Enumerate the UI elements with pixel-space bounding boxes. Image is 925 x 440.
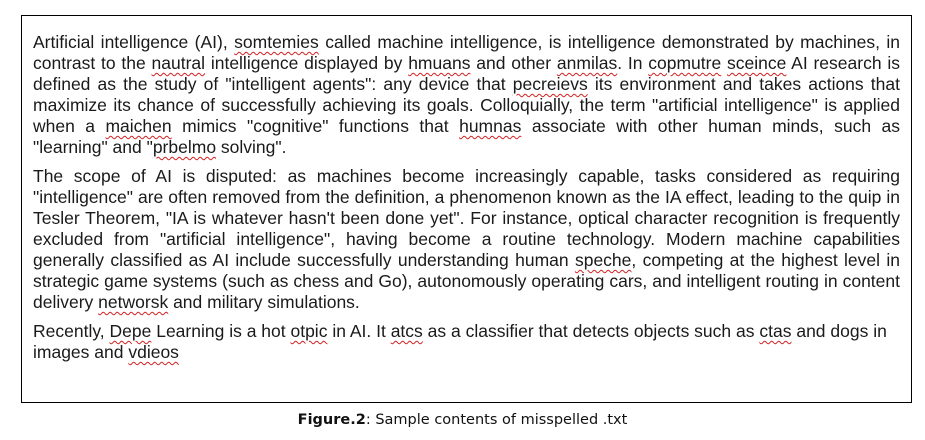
misspelled-word: vdieos	[128, 342, 179, 362]
paragraph-2: The scope of AI is disputed: as machines become increasingly capable, tasks considered as requiring "intelligence" are often removed from the definition, a phenomenon known as the IA effect, leading to the quip in Tesler Theorem, "IA is whatever hasn't been done yet". For instance, optical character recognition is frequently excluded from "artificial intelligence", having become a routine technology. Modern machine capabilities generally classified as AI include successfully understanding human speche, competing at the highest level in strategic game systems (such as chess and Go), autonomously operating cars, and intelligent routing in content delivery networsk and military simulations.	[33, 166, 900, 312]
misspelled-word: speche	[574, 250, 632, 270]
misspelled-word: Depe	[109, 321, 152, 341]
figure-caption	[0, 412, 925, 428]
misspelled-word: copmutre	[648, 53, 722, 73]
misspelled-word: pecreievs	[512, 74, 588, 94]
misspelled-word: humnas	[459, 116, 522, 136]
document-box	[21, 15, 912, 403]
misspelled-word: anmilas	[556, 53, 618, 73]
misspelled-word: nautral	[151, 53, 206, 73]
misspelled-word: sceince	[727, 53, 787, 73]
misspelled-word: somtemies	[234, 32, 319, 52]
misspelled-word: prbelmo	[152, 137, 217, 157]
misspelled-word: hmuans	[408, 53, 471, 73]
misspelled-word: otpic	[290, 321, 328, 341]
paragraph-3: Recently, Depe Learning is a hot otpic in AI. It atcs as a classifier that detects objects such as ctas and dogs in images and vdieos	[33, 321, 887, 362]
misspelled-word: ctas	[759, 321, 792, 341]
paragraph-1: Artificial intelligence (AI), somtemies called machine intelligence, is intelligence demonstrated by machines, in contrast to the nautral intelligence displayed by hmuans and other anmilas. In copmutre sceince AI research is defined as the study of "intelligent agents": any device that pecreievs its environment and takes actions that maximize its chance of successfully achieving its goals. Colloquially, the term "artificial intelligence" is applied when a maichen mimics "cognitive" functions that humnas associate with other human minds, such as "learning" and "prbelmo solving".	[33, 32, 900, 157]
caption-label: Figure.2	[297, 412, 366, 428]
misspelled-word: atcs	[390, 321, 423, 341]
misspelled-word: maichen	[105, 116, 172, 136]
caption-text: : Sample contents of misspelled .txt	[365, 412, 628, 428]
misspelled-word: networsk	[98, 292, 169, 312]
